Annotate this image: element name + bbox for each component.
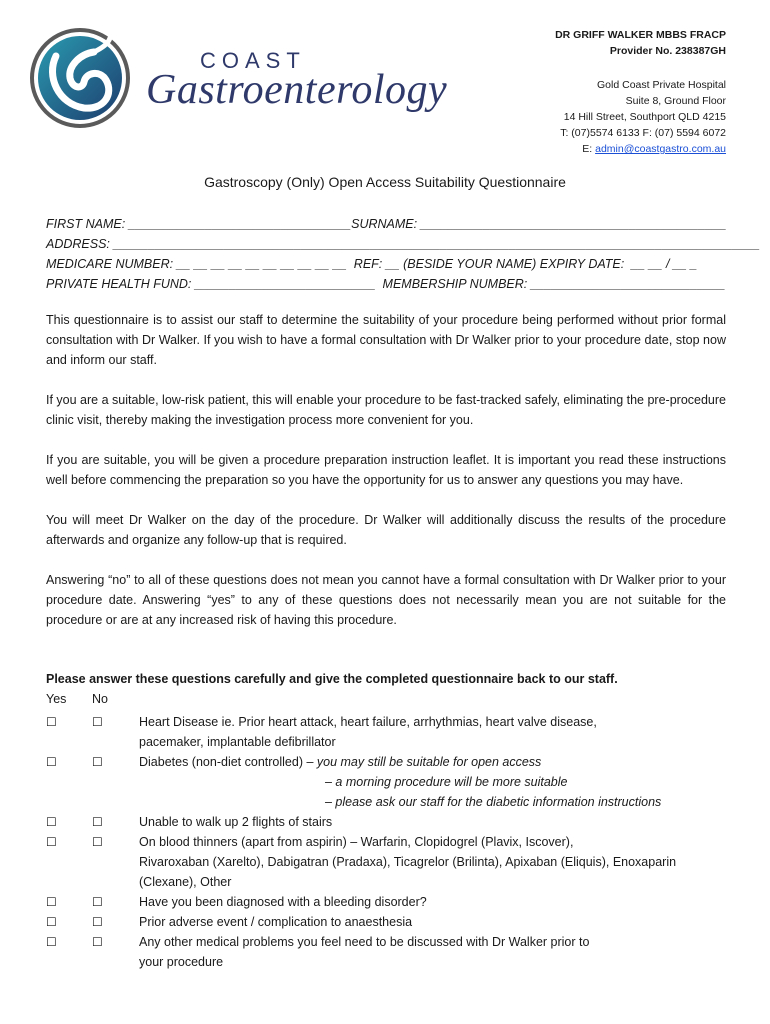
instructions-body bbox=[46, 310, 726, 650]
no-checkbox[interactable]: ☐ bbox=[92, 715, 103, 729]
logo-text-gastroenterology: Gastroenterology bbox=[146, 67, 448, 113]
question-blood-thinners bbox=[46, 832, 736, 892]
company-logo bbox=[28, 26, 468, 136]
question-text: your procedure bbox=[139, 955, 224, 969]
questions-heading: Please answer these questions carefully and give the completed questionnaire back to our staff. bbox=[46, 672, 618, 686]
question-text: Heart Disease ie. Prior heart attack, heart failure, arrhythmias, heart valve disease, bbox=[139, 715, 597, 729]
email-prefix: E: bbox=[582, 143, 596, 155]
name-field-line[interactable]: FIRST NAME: ________________________________SURNAME: ____________________________________________ bbox=[46, 217, 727, 231]
paragraph: If you are suitable, you will be given a procedure preparation instruction leaflet. It is important you read these instructions well before commencing the preparation so you have the opportunity for us to answer any questions you may have. bbox=[46, 453, 726, 487]
yes-checkbox[interactable]: ☐ bbox=[46, 915, 57, 929]
no-column-label: No bbox=[92, 692, 108, 706]
paragraph: Answering “no” to all of these questions does not mean you cannot have a formal consultation with Dr Walker prior to your procedure date. Answering “yes” to any of these questions does not necessarily mean you are not suitable for the procedure or are at any increased risk of having this procedure. bbox=[46, 573, 726, 627]
question-diabetes bbox=[46, 752, 736, 812]
yes-checkbox[interactable]: ☐ bbox=[46, 715, 57, 729]
provider-number: Provider No. 238387GH bbox=[609, 45, 726, 57]
question-other-problems bbox=[46, 932, 736, 972]
no-checkbox[interactable]: ☐ bbox=[92, 755, 103, 769]
yes-checkbox[interactable]: ☐ bbox=[46, 835, 57, 849]
health-fund-field-line[interactable]: PRIVATE HEALTH FUND: __________________________ MEMBERSHIP NUMBER: ____________________________ bbox=[46, 277, 726, 291]
question-text-main: Diabetes (non-diet controlled) bbox=[139, 755, 307, 769]
suite-address: Suite 8, Ground Floor bbox=[625, 95, 726, 107]
question-text: Any other medical problems you feel need to be discussed with Dr Walker prior to bbox=[139, 935, 590, 949]
question-heart-disease bbox=[46, 712, 736, 752]
medicare-field-line[interactable]: MEDICARE NUMBER: __ __ __ __ __ __ __ __ __ __ REF: __ (BESIDE YOUR NAME) EXPIRY DATE: __ __ / __ _ bbox=[46, 257, 698, 271]
question-bleeding-disorder bbox=[46, 892, 736, 912]
question-text: Have you been diagnosed with a bleeding disorder? bbox=[139, 895, 427, 909]
paragraph: If you are a suitable, low-risk patient, this will enable your procedure to be fast-tracked safely, eliminating the pre-procedure clinic visit, thereby making the investigation process more convenient for you. bbox=[46, 393, 726, 427]
question-stairs bbox=[46, 812, 736, 832]
question-text bbox=[139, 752, 736, 772]
logo-swirl-icon bbox=[28, 26, 146, 136]
question-anaesthesia bbox=[46, 912, 736, 932]
question-text: Prior adverse event / complication to anaesthesia bbox=[139, 915, 413, 929]
question-text: (Clexane), Other bbox=[139, 875, 232, 889]
yes-checkbox[interactable]: ☐ bbox=[46, 935, 57, 949]
no-checkbox[interactable]: ☐ bbox=[92, 935, 103, 949]
logo-text-coast: COAST bbox=[200, 48, 306, 73]
question-text: Unable to walk up 2 flights of stairs bbox=[139, 815, 333, 829]
yes-checkbox[interactable]: ☐ bbox=[46, 755, 57, 769]
yes-column-label: Yes bbox=[46, 692, 67, 706]
phone-fax: T: (07)5574 6133 F: (07) 5594 6072 bbox=[560, 127, 726, 139]
question-note: – please ask our staff for the diabetic information instructions bbox=[325, 795, 662, 809]
document-title: Gastroscopy (Only) Open Access Suitability Questionnaire bbox=[204, 174, 566, 190]
paragraph: You will meet Dr Walker on the day of the procedure. Dr Walker will additionally discuss the results of the procedure afterwards and organize any follow-up that is required. bbox=[46, 513, 726, 547]
doctor-name: DR GRIFF WALKER MBBS FRACP bbox=[555, 29, 726, 41]
email-line bbox=[555, 141, 726, 157]
email-link[interactable]: admin@coastgastro.com.au bbox=[595, 143, 726, 155]
no-checkbox[interactable]: ☐ bbox=[92, 815, 103, 829]
question-note: – you may still be suitable for open access bbox=[306, 755, 542, 769]
yes-checkbox[interactable]: ☐ bbox=[46, 895, 57, 909]
address-field-line[interactable]: ADDRESS: _____________________________________________________________________________________________ bbox=[46, 237, 760, 251]
question-text: On blood thinners (apart from aspirin) – Warfarin, Clopidogrel (Plavix, Iscover), bbox=[139, 835, 574, 849]
no-checkbox[interactable]: ☐ bbox=[92, 895, 103, 909]
question-text: Rivaroxaban (Xarelto), Dabigatran (Pradaxa), Ticagrelor (Brilinta), Apixaban (Eliquis), Enoxaparin bbox=[139, 855, 677, 869]
no-checkbox[interactable]: ☐ bbox=[92, 915, 103, 929]
no-checkbox[interactable]: ☐ bbox=[92, 835, 103, 849]
contact-header bbox=[555, 27, 726, 157]
paragraph: This questionnaire is to assist our staff to determine the suitability of your procedure being performed without prior formal consultation with Dr Walker. If you wish to have a formal consultation with Dr Walker prior to your procedure date, stop now and inform our staff. bbox=[46, 313, 726, 367]
patient-details-fields bbox=[46, 214, 760, 294]
question-text: pacemaker, implantable defibrillator bbox=[139, 735, 336, 749]
yes-checkbox[interactable]: ☐ bbox=[46, 815, 57, 829]
question-note: – a morning procedure will be more suitable bbox=[325, 775, 568, 789]
hospital-name: Gold Coast Private Hospital bbox=[597, 79, 726, 91]
street-address: 14 Hill Street, Southport QLD 4215 bbox=[563, 111, 726, 123]
